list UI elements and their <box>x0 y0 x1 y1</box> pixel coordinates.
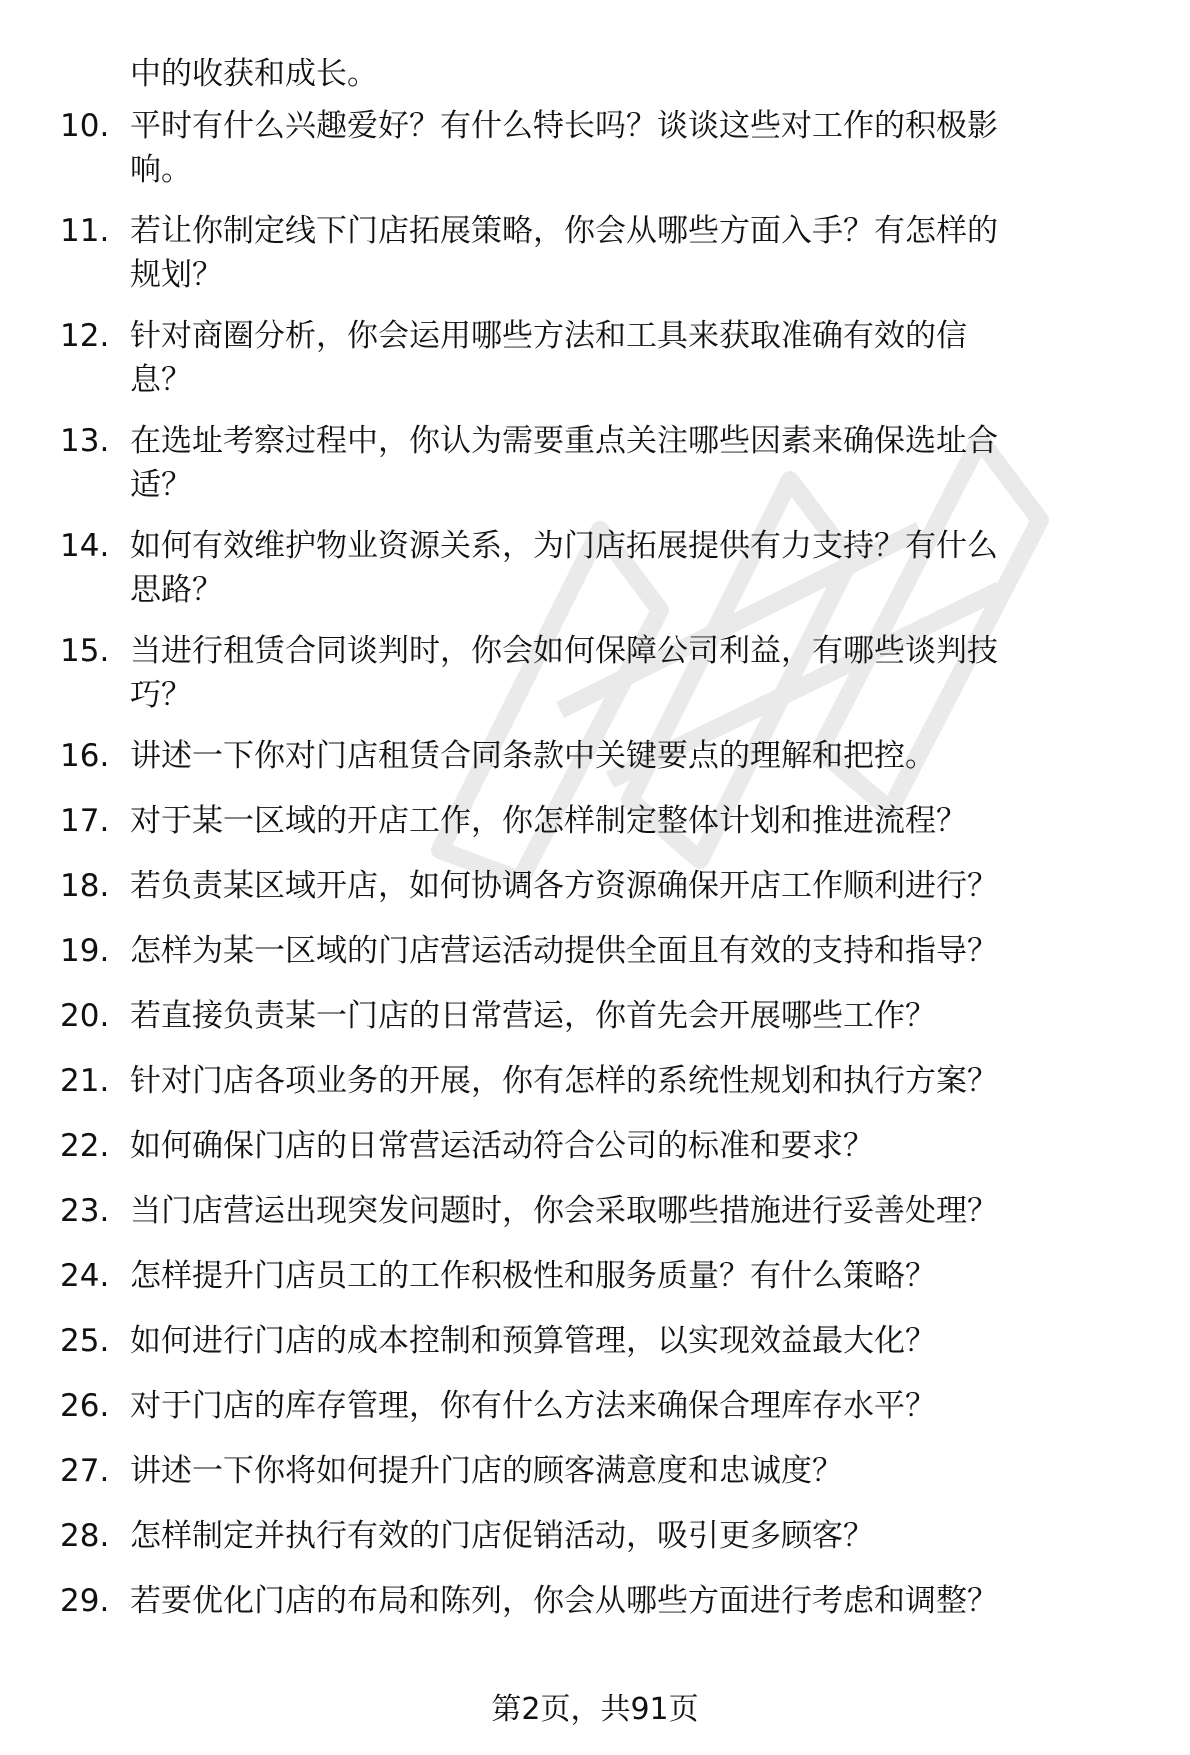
question-text <box>130 799 1160 843</box>
question-text <box>130 864 1160 908</box>
question-text-line: 对于某一区域的开店工作，你怎样制定整体计划和推进流程？ <box>130 803 967 839</box>
question-text-line: 当门店营运出现突发问题时，你会采取哪些措施进行妥善处理？ <box>130 1193 998 1229</box>
question-text <box>130 929 1160 973</box>
question-text <box>130 104 1160 192</box>
page-indicator: 第2页，共91页 <box>491 1692 699 1727</box>
list-item <box>60 1514 1160 1558</box>
question-text <box>130 314 1160 402</box>
question-text-line: 怎样提升门店员工的工作积极性和服务质量？有什么策略？ <box>130 1258 936 1294</box>
continued-question-text: 中的收获和成长。 <box>130 56 378 92</box>
question-text <box>130 994 1160 1038</box>
question-number: 26. <box>60 1388 110 1424</box>
list-item <box>60 799 1160 843</box>
question-text-line: 规划？ <box>130 257 223 293</box>
question-text <box>130 1514 1160 1558</box>
question-text-line: 在选址考察过程中，你认为需要重点关注哪些因素来确保选址合 <box>130 423 998 459</box>
question-text-line: 怎样为某一区域的门店营运活动提供全面且有效的支持和指导？ <box>130 933 998 969</box>
list-item <box>60 864 1160 908</box>
question-text-line: 当进行租赁合同谈判时，你会如何保障公司利益，有哪些谈判技 <box>130 633 998 669</box>
list-item <box>60 314 1160 402</box>
question-text-line: 息？ <box>130 362 192 398</box>
question-text <box>130 1319 1160 1363</box>
list-item <box>60 1449 1160 1493</box>
question-text-line: 对于门店的库存管理，你有什么方法来确保合理库存水平？ <box>130 1388 936 1424</box>
question-text <box>130 1059 1160 1103</box>
question-text <box>130 419 1160 507</box>
question-text-line: 若直接负责某一门店的日常营运，你首先会开展哪些工作？ <box>130 998 936 1034</box>
list-item <box>60 1059 1160 1103</box>
question-number: 18. <box>60 868 110 904</box>
question-text-line: 针对门店各项业务的开展，你有怎样的系统性规划和执行方案？ <box>130 1063 998 1099</box>
list-item <box>60 1384 1160 1428</box>
question-number: 25. <box>60 1323 110 1359</box>
question-text <box>130 629 1160 717</box>
question-number: 23. <box>60 1193 110 1229</box>
list-item <box>60 1254 1160 1298</box>
question-number: 21. <box>60 1063 110 1099</box>
question-text <box>130 734 1160 778</box>
list-item <box>60 629 1160 717</box>
question-number: 11. <box>60 213 110 249</box>
question-text-line: 针对商圈分析，你会运用哪些方法和工具来获取准确有效的信 <box>130 318 967 354</box>
list-item <box>60 209 1160 297</box>
question-text-line: 讲述一下你对门店租赁合同条款中关键要点的理解和把控。 <box>130 738 936 774</box>
question-text-line: 如何有效维护物业资源关系，为门店拓展提供有力支持？有什么 <box>130 528 998 564</box>
question-text <box>130 1124 1160 1168</box>
question-text-line: 讲述一下你将如何提升门店的顾客满意度和忠诚度？ <box>130 1453 843 1489</box>
question-number: 29. <box>60 1583 110 1619</box>
question-text <box>130 1254 1160 1298</box>
list-item <box>60 1319 1160 1363</box>
question-number: 10. <box>60 108 110 144</box>
question-text-line: 巧？ <box>130 677 192 713</box>
question-text-line: 如何确保门店的日常营运活动符合公司的标准和要求？ <box>130 1128 874 1164</box>
question-text-line: 怎样制定并执行有效的门店促销活动，吸引更多顾客？ <box>130 1518 874 1554</box>
question-number: 15. <box>60 633 110 669</box>
question-text-line: 如何进行门店的成本控制和预算管理，以实现效益最大化？ <box>130 1323 936 1359</box>
question-text-line: 若负责某区域开店，如何协调各方资源确保开店工作顺利进行？ <box>130 868 998 904</box>
question-text-line: 思路？ <box>130 572 223 608</box>
list-item <box>60 994 1160 1038</box>
list-item <box>60 419 1160 507</box>
question-number: 16. <box>60 738 110 774</box>
list-item <box>60 929 1160 973</box>
list-item <box>60 104 1160 192</box>
question-text-line: 响。 <box>130 152 192 188</box>
question-text <box>130 1384 1160 1428</box>
question-text-line: 平时有什么兴趣爱好？有什么特长吗？谈谈这些对工作的积极影 <box>130 108 998 144</box>
question-number: 13. <box>60 423 110 459</box>
question-number: 22. <box>60 1128 110 1164</box>
question-number: 19. <box>60 933 110 969</box>
question-text-line: 若要优化门店的布局和陈列，你会从哪些方面进行考虑和调整？ <box>130 1583 998 1619</box>
list-item <box>60 734 1160 778</box>
question-text <box>130 1189 1160 1233</box>
question-text <box>130 1579 1160 1623</box>
question-number: 20. <box>60 998 110 1034</box>
question-number: 28. <box>60 1518 110 1554</box>
question-number: 24. <box>60 1258 110 1294</box>
list-item <box>60 1189 1160 1233</box>
question-text-line: 若让你制定线下门店拓展策略，你会从哪些方面入手？有怎样的 <box>130 213 998 249</box>
question-number: 27. <box>60 1453 110 1489</box>
question-text <box>130 209 1160 297</box>
question-text <box>130 1449 1160 1493</box>
question-number: 17. <box>60 803 110 839</box>
list-item <box>60 524 1160 612</box>
list-item <box>60 1124 1160 1168</box>
question-number: 12. <box>60 318 110 354</box>
question-number: 14. <box>60 528 110 564</box>
list-item <box>60 1579 1160 1623</box>
question-text-line: 适？ <box>130 467 192 503</box>
question-text <box>130 524 1160 612</box>
